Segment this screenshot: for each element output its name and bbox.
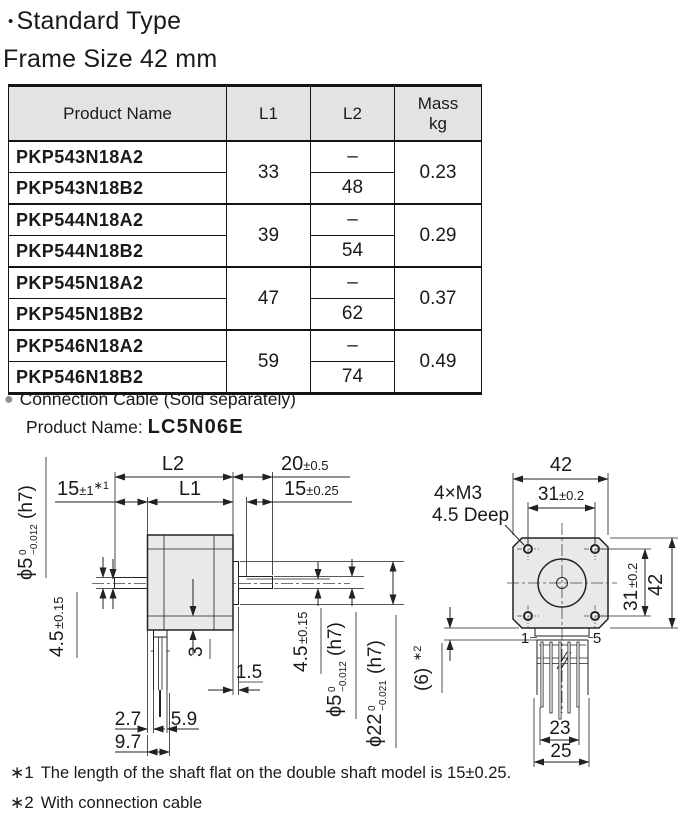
h31-value: 31 (621, 589, 642, 611)
product-name-cell: PKP543N18A2 (9, 141, 227, 173)
table-row (9, 204, 482, 236)
dia22-lower-tol: −0.021 (378, 680, 389, 711)
footnote-2-mark: ∗2 (10, 793, 34, 812)
mass-cell: 0.37 (395, 267, 482, 330)
product-name-cell: PKP546N18A2 (9, 330, 227, 362)
dim-25: 25 (550, 741, 572, 762)
dim-45-left (47, 597, 68, 657)
gap6-value: (6) (412, 667, 433, 691)
dimension-arrows (103, 477, 393, 752)
l1-cell: 39 (227, 204, 311, 267)
dim-31-right (621, 563, 642, 611)
l2-cell: 48 (311, 173, 395, 205)
dia5-upper-tol: 0 (18, 549, 29, 555)
cable-note (4, 389, 296, 410)
svg-text:20±0.5 (281, 453, 328, 475)
dim-20: 20 (281, 453, 304, 475)
col-product-name: Product Name (9, 86, 227, 142)
page-subtitle: Frame Size 42 mm (3, 45, 218, 73)
dia5-value: ϕ5 (324, 694, 346, 717)
dim-l2: L2 (161, 453, 185, 475)
dim-31-top-tol: ±0.2 (558, 488, 585, 503)
h42-value: 42 (645, 573, 667, 596)
dim-20-tol: ±0.5 (303, 458, 329, 473)
title-bullet-icon: • (8, 13, 14, 30)
l2-cell: 62 (311, 299, 395, 331)
pin-1-label: 1 (520, 630, 530, 647)
label-4xm3: 4×M3 (434, 483, 483, 504)
dia22-upper-tol: 0 (367, 705, 378, 711)
product-name-cell: PKP545N18B2 (9, 299, 227, 331)
svg-text:15±1∗1 (57, 478, 109, 500)
cable-product-value: LC5N06E (147, 416, 244, 438)
footnote-1 (10, 763, 511, 783)
col-mass-line1: Mass (417, 93, 459, 113)
dim-42-right (645, 574, 667, 596)
mass-cell: 0.49 (395, 330, 482, 394)
dim-flat15: 15 (284, 478, 307, 500)
col-l1: L1 (227, 86, 311, 142)
mass-cell: 0.23 (395, 141, 482, 204)
product-name-cell: PKP543N18B2 (9, 173, 227, 205)
dim-rear15: 15 (57, 478, 80, 500)
h31-tol: ±0.2 (625, 562, 640, 588)
dim-flat15-tol: ±0.25 (306, 483, 339, 498)
dim-97: 9.7 (114, 732, 142, 753)
svg-text:31±0.2 (538, 484, 584, 505)
dia22-fit: (h7) (365, 640, 386, 674)
rear-shaft (115, 578, 148, 589)
dim-45-right (291, 612, 312, 672)
table-row (9, 267, 482, 299)
l2-cell: 54 (311, 236, 395, 268)
cable-note-text: Connection Cable (Sold separately) (19, 389, 296, 409)
gap6-ref: ∗2 (412, 645, 424, 661)
front-shaft (239, 577, 273, 589)
col-mass-line2: kg (429, 113, 447, 133)
svg-text:15±0.25 (284, 478, 339, 500)
table-header-row (9, 86, 482, 142)
l1-cell: 59 (227, 330, 311, 394)
front-connector (530, 628, 593, 719)
cable-bullet-icon: ● (4, 390, 14, 408)
cable-product-label: Product Name: (26, 417, 143, 437)
dia5-lower-tol: −0.012 (338, 661, 349, 692)
l1-cell: 33 (227, 141, 311, 204)
d45-value: 4.5 (47, 630, 68, 657)
l2-cell: – (311, 204, 395, 236)
spec-table (8, 84, 482, 395)
d45-value: 4.5 (291, 645, 312, 672)
footnote-2 (10, 793, 202, 813)
product-name-cell: PKP544N18B2 (9, 236, 227, 268)
dia5-fit: (h7) (16, 485, 37, 519)
table-row (9, 141, 482, 173)
extension-lines (93, 472, 404, 756)
dia5-fit: (h7) (325, 622, 346, 656)
table-row (9, 330, 482, 362)
product-name-cell: PKP544N18A2 (9, 204, 227, 236)
dim-l1: L1 (178, 478, 202, 500)
dim-rear15-ref: ∗1 (93, 480, 109, 492)
d45-tol: ±0.15 (51, 596, 66, 629)
dia5-value: ϕ5 (15, 557, 37, 580)
l2-cell: 74 (311, 362, 395, 394)
col-mass (395, 86, 482, 142)
m3-leader-line (505, 525, 524, 545)
pilot-boss (233, 562, 239, 605)
dim-31-top: 31 (537, 484, 559, 505)
dia5-lower-tol: −0.012 (29, 524, 40, 555)
col-l2: L2 (311, 86, 395, 142)
l2-cell: – (311, 267, 395, 299)
side-view-drawing (0, 445, 420, 765)
l1-cell: 47 (227, 267, 311, 330)
dia22-value: ϕ22 (364, 713, 386, 747)
l2-cell: – (311, 141, 395, 173)
dim-27: 2.7 (114, 709, 142, 730)
cable-product-name (26, 416, 244, 439)
label-45deep: 4.5 Deep (432, 505, 510, 526)
dim-6-cable (412, 646, 433, 691)
d3-value: 3 (186, 646, 207, 657)
l2-cell: – (311, 330, 395, 362)
footnote-2-text: With connection cable (40, 794, 203, 812)
product-name-cell: PKP546N18B2 (9, 362, 227, 394)
page-title-text: Standard Type (16, 7, 182, 35)
dim-dia5-left (15, 485, 40, 580)
dim-42-top: 42 (549, 454, 573, 476)
front-view-drawing (409, 445, 699, 765)
page-title (8, 7, 181, 36)
dim-3 (186, 646, 207, 657)
dia5-upper-tol: 0 (327, 686, 338, 692)
dim-rear15-tol: ±1 (79, 483, 94, 498)
d45-tol: ±0.15 (295, 611, 310, 644)
dim-23: 23 (549, 718, 571, 739)
mass-cell: 0.29 (395, 204, 482, 267)
footnote-1-mark: ∗1 (10, 763, 34, 782)
pin-5-label: 5 (592, 630, 602, 647)
dim-dia5-right (324, 622, 349, 717)
product-name-cell: PKP545N18A2 (9, 267, 227, 299)
footnote-1-text: The length of the shaft flat on the double shaft model is 15±0.25. (40, 764, 512, 782)
dim-59: 5.9 (170, 709, 198, 730)
dim-dia22 (364, 640, 389, 747)
dim-15: 1.5 (235, 662, 263, 683)
